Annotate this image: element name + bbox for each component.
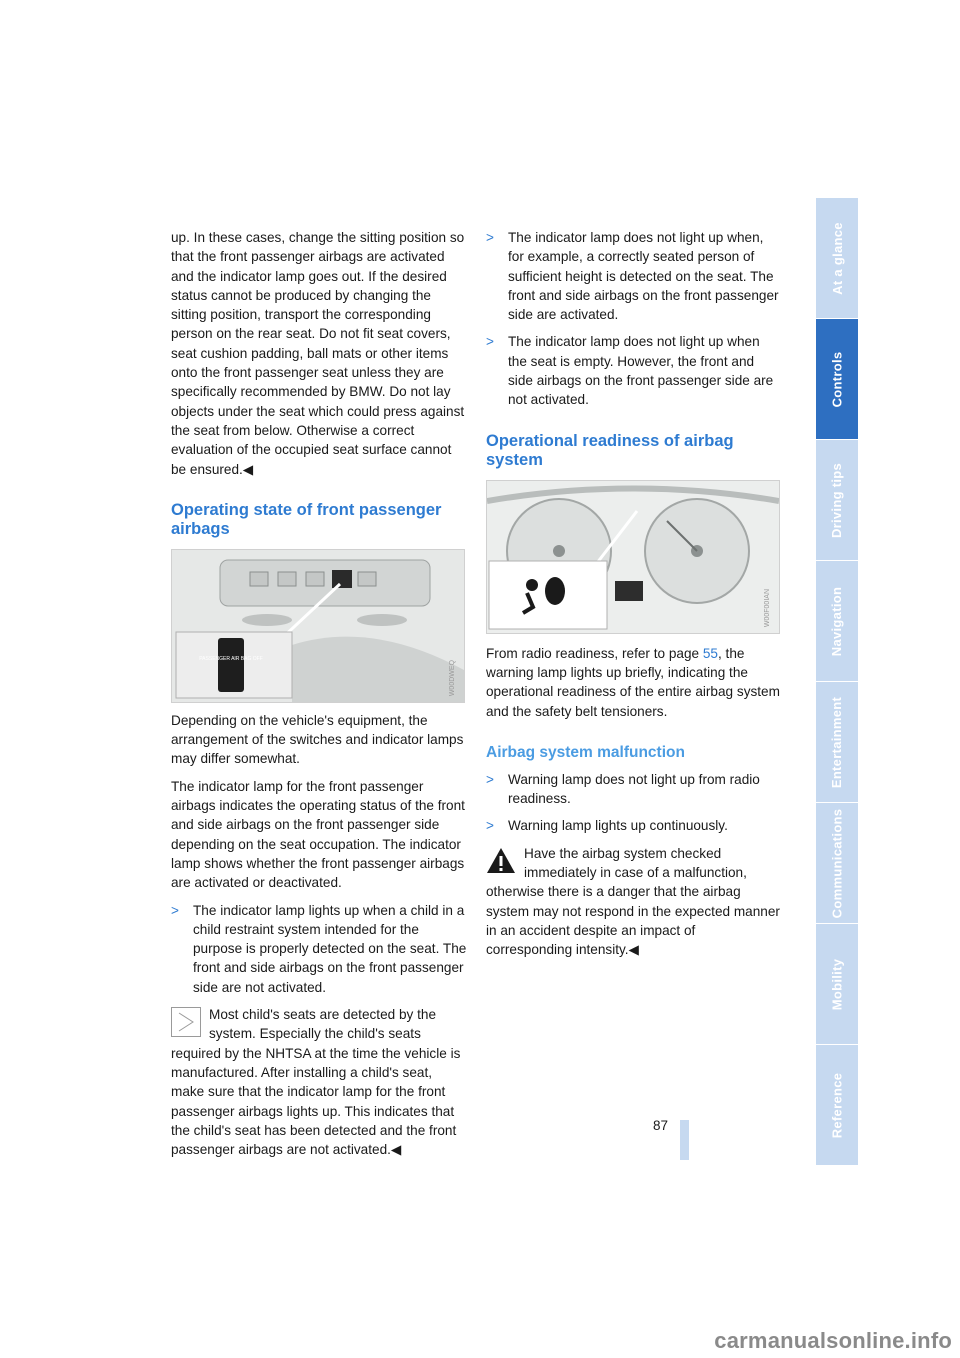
- list-item-text: The indicator lamp does not light up when the seat is empty. However, the front and side airbags on the front passenger side are not activated.: [508, 334, 774, 408]
- list-item-text: Warning lamp lights up continuously.: [508, 818, 728, 834]
- note-block: [171, 1005, 467, 1159]
- warning-text: Have the airbag system checked immediately in case of a malfunction, otherwise there is a danger that the airbag system may not respond in the expected manner in an accident despite an impact of corresponding intensity.◀: [486, 845, 780, 958]
- figure-code: W00DWEQ: [448, 659, 456, 696]
- section-heading: Operating state of front passenger airbags: [171, 500, 442, 538]
- list-item: [486, 816, 782, 835]
- sidebar-tab-mobility[interactable]: Mobility: [816, 924, 858, 1044]
- sidebar-tab-at-a-glance[interactable]: At a glance: [816, 198, 858, 318]
- warning-block: [486, 844, 782, 960]
- list-item: [486, 770, 782, 809]
- section-heading: Operational readiness of airbag system: [486, 431, 734, 469]
- page-link[interactable]: 55: [702, 645, 718, 661]
- subsection-heading: Airbag system malfunction: [486, 743, 685, 761]
- list-item: [171, 901, 467, 997]
- bullet-mark: >: [171, 902, 179, 918]
- note-arrow-icon: [171, 1007, 201, 1037]
- switch-figure: [171, 549, 465, 703]
- warning-triangle-icon: [486, 846, 516, 876]
- paragraph: From radio readiness, refer to page 55, the warning lamp lights up briefly, indicating the operational readiness of the entire airbag system and the safety belt tensioners.: [486, 645, 780, 719]
- sidebar-tab-navigation[interactable]: Navigation: [816, 561, 858, 681]
- bullet-mark: >: [486, 771, 494, 787]
- right-column: [486, 228, 782, 968]
- figure-code: W00F00IAN: [763, 588, 771, 627]
- paragraph: Depending on the vehicle's equipment, the arrangement of the switches and indicator lamps may differ somewhat.: [171, 712, 464, 767]
- paragraph: up. In these cases, change the sitting position so that the front passenger airbags are activated and the indicator lamp goes out. If the desired status cannot be produced by changing the sitting position, transport the corresponding person on the rear seat. Do not fit seat covers, seat cushion padding, ball mats or other items onto the front passenger seat unless they are specifically recommended by BMW. Do not lay objects under the seat which could press against the seat from below. Otherwise a correct evaluation of the occupied seat surface cannot be ensured.◀: [171, 230, 465, 477]
- left-column: [171, 228, 467, 1167]
- paragraph: The indicator lamp for the front passenger airbags indicates the operating status of the front and side airbags on the front passenger side depending on the seat occupation. The indicator lamp shows whether the front passenger airbags are activated or deactivated.: [171, 778, 465, 891]
- list-item-text: The indicator lamp does not light up when, for example, a correctly seated person of sufficient height is detected on the seat. The front and side airbags on the front passenger side are activated.: [508, 230, 779, 323]
- sidebar-tab-driving-tips[interactable]: Driving tips: [816, 440, 858, 560]
- sidebar-tab-communications[interactable]: Communications: [816, 803, 858, 923]
- sidebar-tab-reference[interactable]: Reference: [816, 1045, 858, 1165]
- list-item: [486, 228, 782, 324]
- watermark: carmanualsonline.info: [714, 1328, 952, 1353]
- sidebar-tab-entertainment[interactable]: Entertainment: [816, 682, 858, 802]
- bullet-mark: >: [486, 334, 494, 350]
- list-item: [486, 332, 782, 409]
- section-sidebar: [816, 198, 858, 1166]
- switch-label-text: PASSENGER AIR BAG OFF: [199, 655, 263, 662]
- instrument-cluster-figure: [486, 480, 780, 634]
- note-text: Most child's seats are detected by the system. Especially the child's seats required by the NHTSA at the time the vehicle is manufactured. After installing a child's seat, make sure that the indicator lamp for the front passenger airbags lights up. This indicates that the child's seat has been detected and the front passenger airbags are not activated.◀: [171, 1007, 461, 1158]
- page-marker-bar: [680, 1120, 689, 1160]
- list-item-text: Warning lamp does not light up from radio readiness.: [508, 771, 760, 807]
- page-number: 87: [652, 1118, 668, 1133]
- sidebar-tab-controls[interactable]: Controls: [816, 319, 858, 439]
- headliner-switch-illustration: [172, 550, 464, 702]
- bullet-mark: >: [486, 818, 494, 834]
- instrument-cluster-illustration: [487, 481, 779, 633]
- list-item-text: The indicator lamp lights up when a child in a child restraint system intended for the purpose is properly detected on the seat. The front and side airbags on the front passenger side are not activated.: [193, 902, 467, 995]
- bullet-mark: >: [486, 230, 494, 245]
